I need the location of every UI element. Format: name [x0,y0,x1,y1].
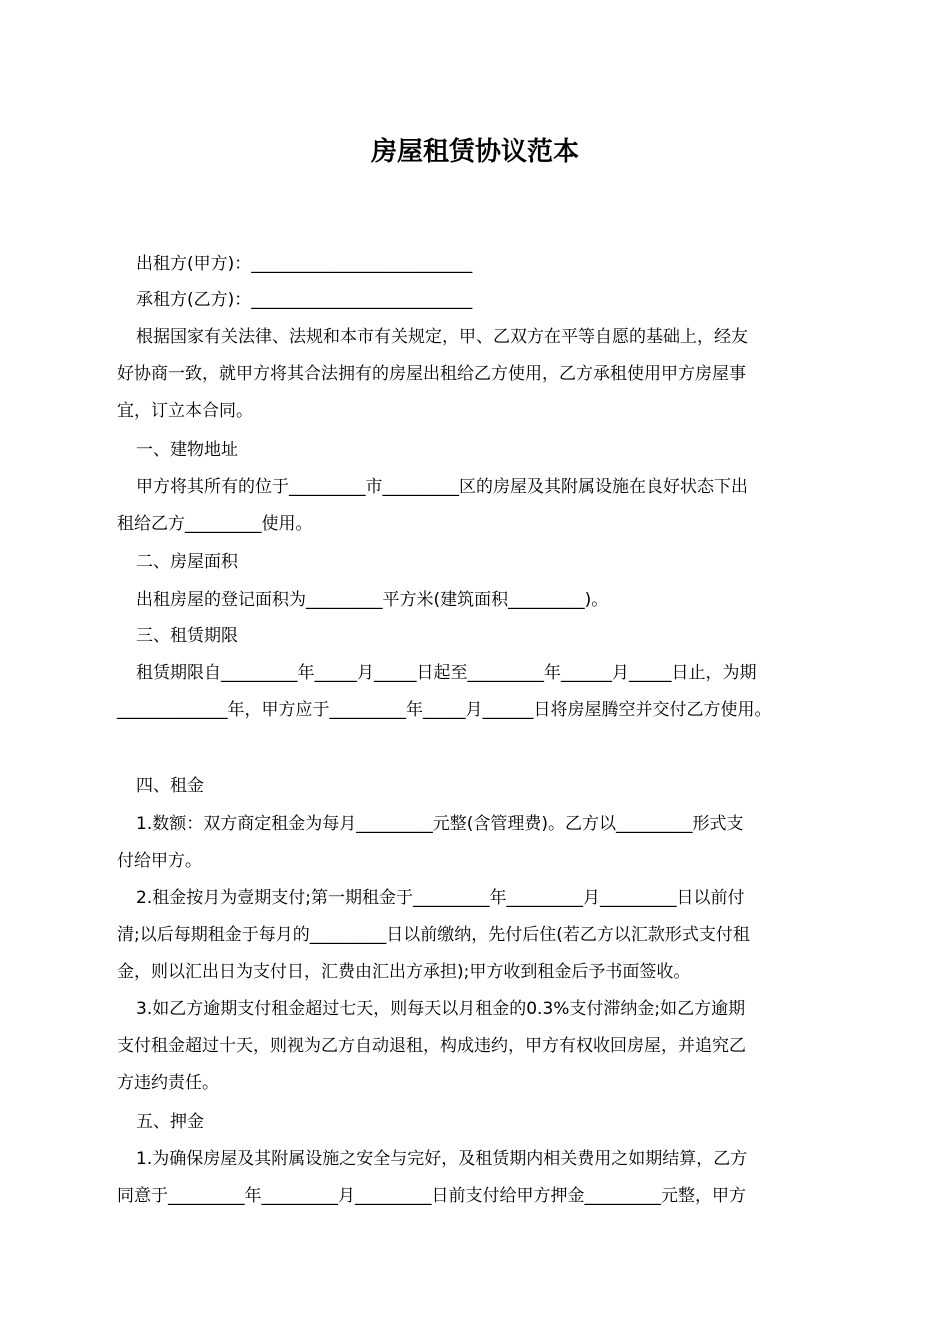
paragraph-line: 好协商一致，就甲方将其合法拥有的房屋出租给乙方使用，乙方承租使用甲方房屋事 [117,364,746,384]
paragraph-line: 支付租金超过十天，则视为乙方自动退租，构成违约，甲方有权收回房屋，并追究乙 [117,1036,746,1056]
section-heading: 五、押金 [136,1112,204,1132]
paragraph-line: _____________年，甲方应于_________年_____月______日将房屋腾空并交付乙方使用。 [117,700,772,720]
section-heading: 二、房屋面积 [136,552,238,572]
paragraph-line: 宜，订立本合同。 [117,401,253,421]
paragraph-line: 付给甲方。 [117,851,202,871]
paragraph-line: 根据国家有关法律、法规和本市有关规定，甲、乙双方在平等自愿的基础上，经友 [136,327,748,347]
paragraph-line: 3.如乙方逾期支付租金超过七天，则每天以月租金的0.3%支付滞纳金;如乙方逾期 [136,999,746,1019]
paragraph-line: 清;以后每期租金于每月的_________日以前缴纳，先付后住(若乙方以汇款形式支付租 [117,925,750,945]
document-title: 房屋租赁协议范本 [370,137,579,167]
paragraph-line: 1.为确保房屋及其附属设施之安全与完好，及租赁期内相关费用之如期结算，乙方 [136,1149,748,1169]
paragraph-line: 租赁期限自_________年_____月_____日起至_________年______月_____日止，为期 [136,663,757,683]
paragraph-line: 租给乙方_________使用。 [117,514,313,534]
paragraph-line: 1.数额：双方商定租金为每月_________元整(含管理费)。乙方以_________形式支 [136,814,744,834]
paragraph-line: 金，则以汇出日为支付日，汇费由汇出方承担);甲方收到租金后予书面签收。 [117,962,691,982]
section-heading: 四、租金 [136,776,204,796]
paragraph-line: 同意于_________年_________月_________日前支付给甲方押金_________元整，甲方 [117,1186,746,1206]
section-heading: 一、建物地址 [136,440,238,460]
paragraph-line: 出租房屋的登记面积为_________平方米(建筑面积_________)。 [136,590,609,610]
paragraph-line: 甲方将其所有的位于_________市_________区的房屋及其附属设施在良好状态下出 [136,477,748,497]
section-heading: 三、租赁期限 [136,626,238,646]
paragraph-line: 2.租金按月为壹期支付;第一期租金于_________年_________月_________日以前付 [136,888,745,908]
lessor-line: 出租方(甲方)：__________________________ [136,254,473,274]
lessee-line: 承租方(乙方)：__________________________ [136,290,473,310]
paragraph-line: 方违约责任。 [117,1073,219,1093]
